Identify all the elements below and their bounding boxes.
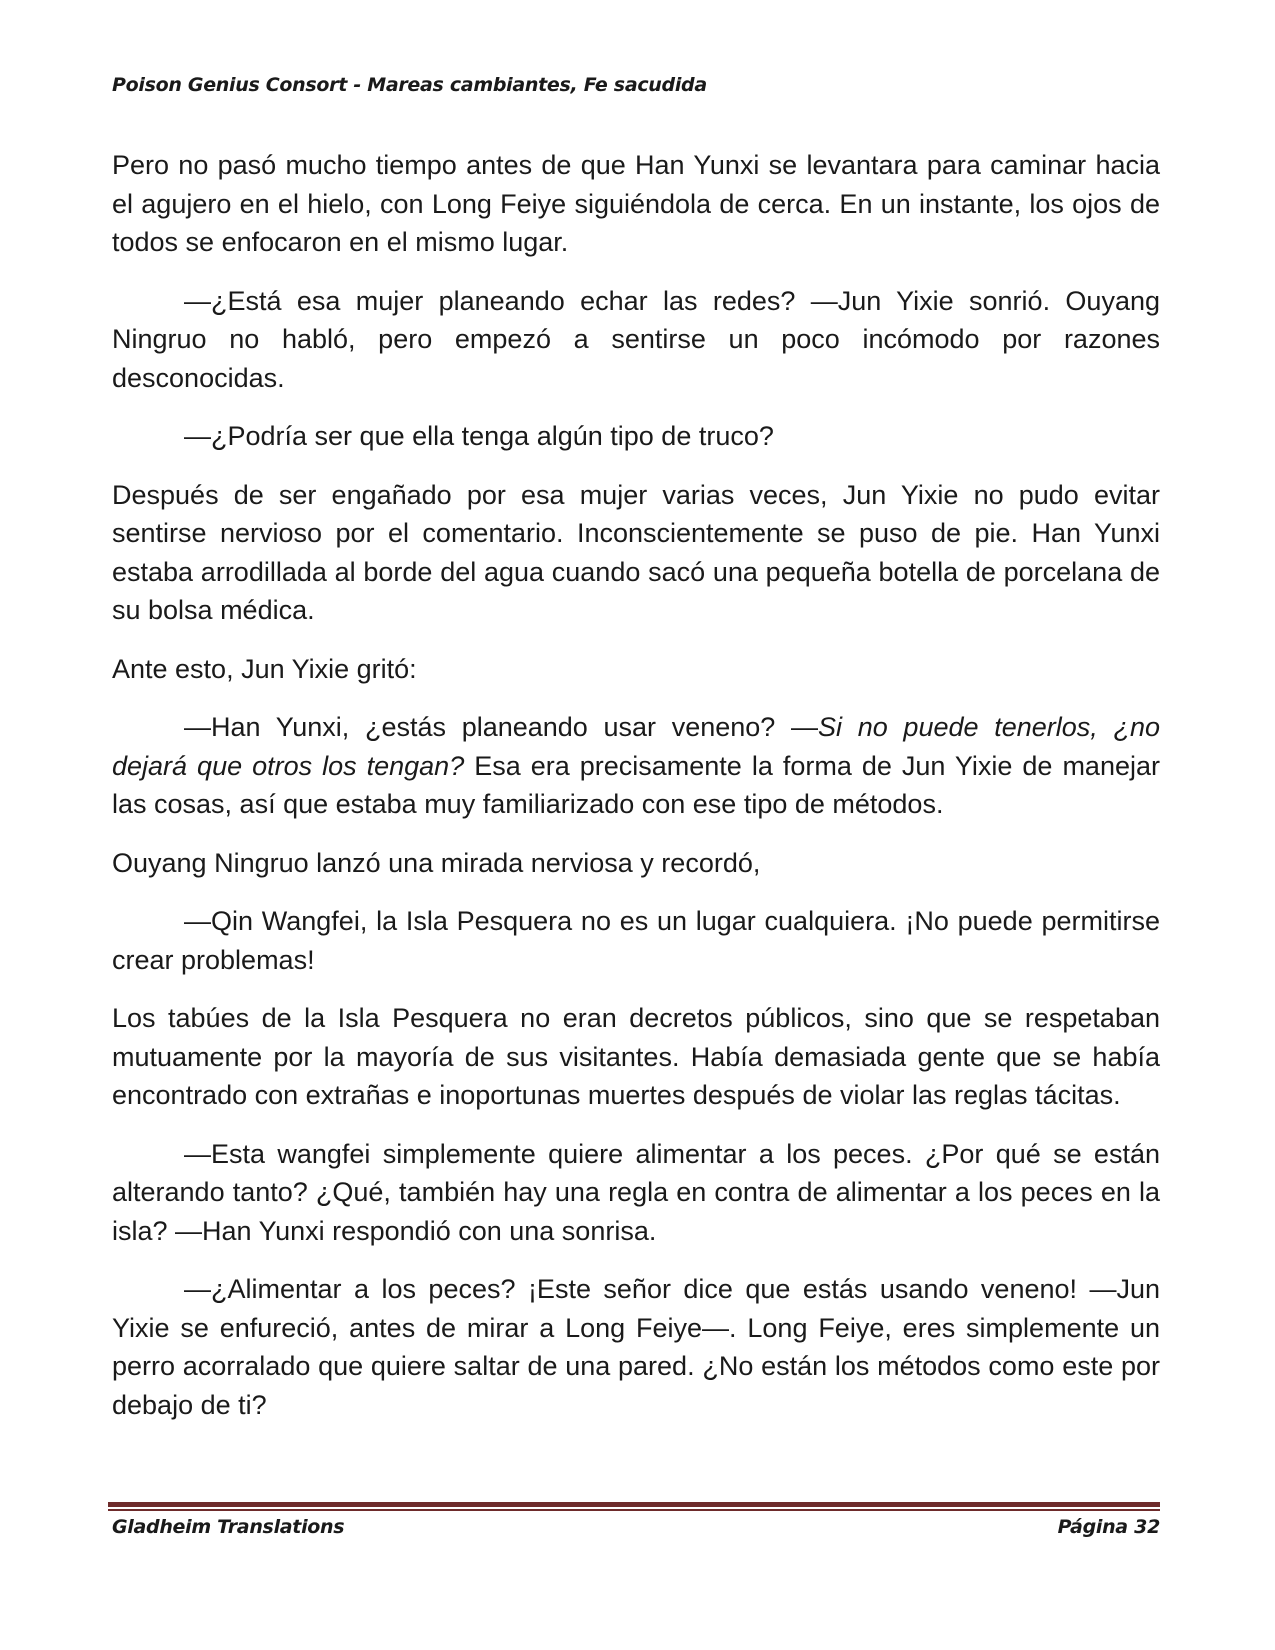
paragraph [112,708,1160,824]
paragraph: Después de ser engañado por esa mujer varias veces, Jun Yixie no pudo evitar sentirse nervioso por el comentario. Inconscientemente se puso de pie. Han Yunxi estaba arrodillada al borde del agua cuando sacó una pequeña botella de porcelana de su bolsa médica. [112,479,1160,625]
footer-divider-thin [108,1509,1160,1511]
paragraph: Los tabúes de la Isla Pesquera no eran decretos públicos, sino que se respetaban mutuamente por la mayoría de sus visitantes. Había demasiada gente que se había encontrado con extrañas e inoportunas muertes después de violar las reglas tácitas. [112,1003,1160,1110]
paragraph: Ouyang Ningruo lanzó una mirada nerviosa y recordó, [112,847,761,878]
paragraph-text: Esa era precisamente la forma de Jun Yixie de manejar las cosas, así que estaba muy familiarizado con ese tipo de métodos. [112,750,1160,819]
paragraph: Pero no pasó mucho tiempo antes de que Han Yunxi se levantara para caminar hacia el agujero en el hielo, con Long Feiye siguiéndola de cerca. En un instante, los ojos de todos se enfocaron en el mismo lugar. [112,150,1160,257]
footer-divider [108,1502,1160,1507]
paragraph: —¿Alimentar a los peces? ¡Este señor dice que estás usando veneno! —Jun Yixie se enfureció, antes de mirar a Long Feiye—. Long Feiye, eres simplemente un perro acorralado que quiere saltar de una pared. ¿No están los métodos como este por debajo de ti? [112,1274,1160,1420]
paragraph: Ante esto, Jun Yixie gritó: [112,653,417,684]
page-number: Página 32 [1057,1516,1160,1538]
running-header: Poison Genius Consort - Mareas cambiantes, Fe sacudida [112,74,707,96]
paragraph-text: —Han Yunxi, ¿estás planeando usar veneno? — [184,712,819,742]
italic-thought: Si no puede tenerlos, ¿no dejará que otros los tengan? [112,712,1160,781]
paragraph: —Esta wangfei simplemente quiere alimentar a los peces. ¿Por qué se están alterando tanto? ¿Qué, también hay una regla en contra de alimentar a los peces en la isla? —Han Yunxi respondió con una sonrisa. [112,1138,1160,1246]
body-text [112,146,1160,1444]
paragraph: —¿Está esa mujer planeando echar las redes? —Jun Yixie sonrió. Ouyang Ningruo no habló, pero empezó a sentirse un poco incómodo por razones desconocidas. [112,285,1160,393]
paragraph: —¿Podría ser que ella tenga algún tipo de truco? [184,421,774,451]
paragraph: —Qin Wangfei, la Isla Pesquera no es un lugar cualquiera. ¡No puede permitirse crear problemas! [112,906,1160,975]
footer-publisher: Gladheim Translations [112,1516,345,1538]
